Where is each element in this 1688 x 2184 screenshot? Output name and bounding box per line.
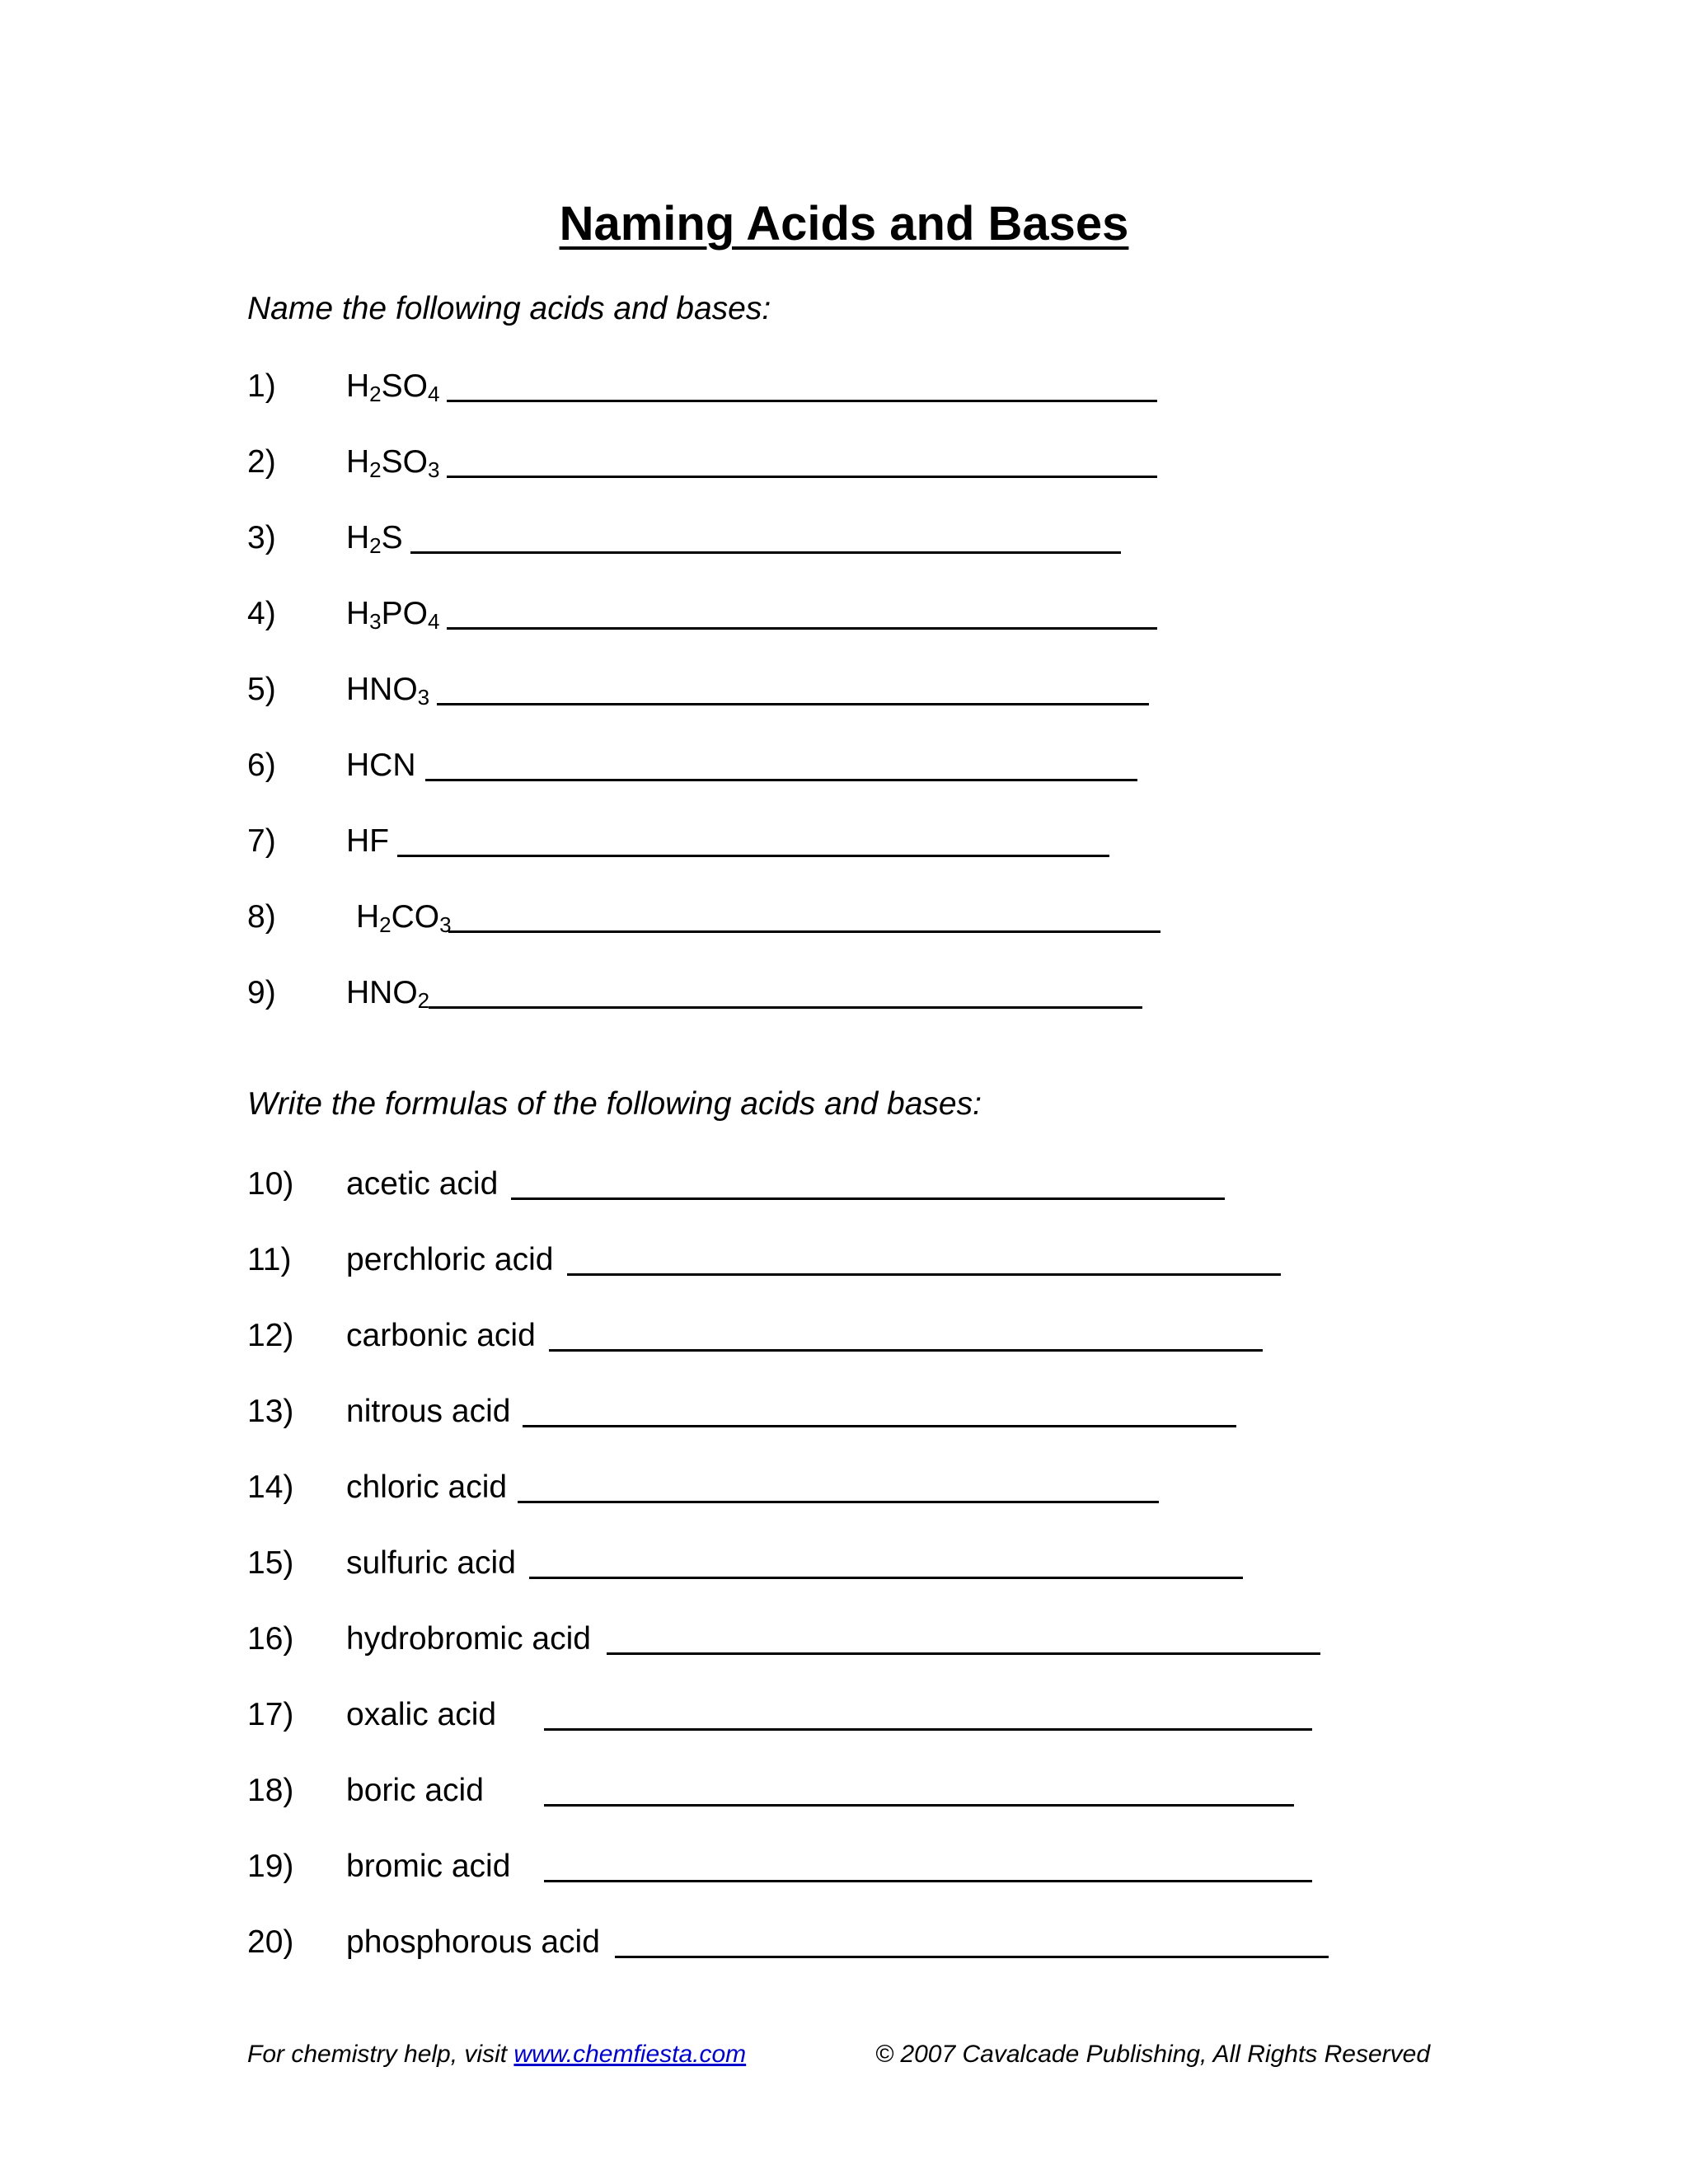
formula-7 [346,825,389,857]
formula-6 [346,749,416,781]
formula-subscript: 2 [369,533,382,558]
question-number: 6) [247,748,276,783]
answer-line-4[interactable] [447,627,1157,630]
formula-part: CO [391,899,440,935]
acid-name-14: chloric acid [346,1469,508,1505]
question-number: 14) [247,1469,294,1505]
question-number: 15) [247,1545,294,1581]
chemfiesta-link[interactable]: www.chemfiesta.com [513,2041,747,2068]
formula-2 [346,444,440,482]
question-number: 8) [247,899,276,935]
formula-part: SO [381,444,428,480]
formula-part: H [346,368,370,404]
answer-line-18[interactable] [544,1804,1294,1807]
acid-name-17: oxalic acid [346,1697,497,1732]
question-number: 17) [247,1697,294,1732]
answer-line-17[interactable] [544,1728,1312,1731]
formula-subscript: 2 [369,382,382,406]
formula-part: HCN [346,748,416,783]
answer-line-10[interactable] [511,1197,1225,1200]
question-number: 13) [247,1394,294,1429]
question-number: 16) [247,1621,294,1657]
formula-subscript: 3 [428,457,440,482]
footer-copyright: © 2007 Cavalcade Publishing, All Rights Reserved [875,2041,1431,2068]
question-number: 19) [247,1849,294,1884]
footer-help [247,2042,746,2067]
answer-line-9[interactable] [429,1006,1142,1009]
formula-subscript: 2 [369,457,382,482]
answer-line-5[interactable] [437,703,1149,705]
acid-name-11: perchloric acid [346,1242,554,1277]
formula-subscript: 3 [439,912,452,937]
answer-line-2[interactable] [447,476,1157,478]
formula-part: S [381,520,403,555]
answer-line-20[interactable] [615,1956,1329,1958]
formula-8 [356,899,452,937]
formula-part: SO [381,368,428,404]
formula-part: H [356,899,380,935]
answer-line-13[interactable] [523,1425,1236,1427]
question-number: 4) [247,596,276,631]
formula-part: HNO [346,975,418,1010]
question-number: 18) [247,1773,294,1808]
formula-subscript: 2 [417,988,430,1013]
answer-line-16[interactable] [607,1652,1320,1655]
answer-line-1[interactable] [447,400,1157,402]
footer-help-text: For chemistry help, visit [247,2041,514,2068]
formula-3 [346,520,403,558]
acid-name-18: boric acid [346,1773,484,1808]
acid-name-13: nitrous acid [346,1394,511,1429]
acid-name-10: acetic acid [346,1166,499,1202]
question-number: 12) [247,1318,294,1353]
formula-part: HF [346,823,389,859]
formula-subscript: 3 [369,609,382,634]
question-number: 1) [247,368,276,404]
formula-part: H [346,596,370,631]
formula-part: HNO [346,672,418,707]
answer-line-6[interactable] [425,779,1137,781]
question-number: 5) [247,672,276,707]
acid-name-19: bromic acid [346,1849,511,1884]
answer-line-15[interactable] [529,1577,1243,1579]
formula-subscript: 4 [428,382,440,406]
formula-part: PO [381,596,428,631]
formula-part: H [346,444,370,480]
acid-name-20: phosphorous acid [346,1924,600,1960]
question-number: 3) [247,520,276,555]
formula-subscript: 4 [428,609,440,634]
question-number: 10) [247,1166,294,1202]
answer-line-19[interactable] [544,1880,1312,1882]
formula-9 [346,975,430,1013]
section2-instruction: Write the formulas of the following acids and bases: [247,1086,982,1122]
formula-subscript: 2 [379,912,392,937]
answer-line-7[interactable] [397,855,1109,857]
question-number: 7) [247,823,276,859]
answer-line-11[interactable] [567,1273,1281,1276]
answer-line-14[interactable] [518,1501,1159,1503]
answer-line-12[interactable] [549,1349,1263,1352]
formula-5 [346,672,430,710]
acid-name-12: carbonic acid [346,1318,536,1353]
formula-part: H [346,520,370,555]
acid-name-16: hydrobromic acid [346,1621,591,1657]
question-number: 11) [247,1242,292,1277]
page-title: Naming Acids and Bases [559,197,1129,251]
formula-1 [346,368,440,406]
formula-4 [346,596,440,634]
question-number: 20) [247,1924,294,1960]
question-number: 9) [247,975,276,1010]
section1-instruction: Name the following acids and bases: [247,291,771,326]
acid-name-15: sulfuric acid [346,1545,516,1581]
answer-line-3[interactable] [410,551,1121,554]
formula-subscript: 3 [417,685,430,710]
question-number: 2) [247,444,276,480]
answer-line-8[interactable] [448,930,1160,933]
